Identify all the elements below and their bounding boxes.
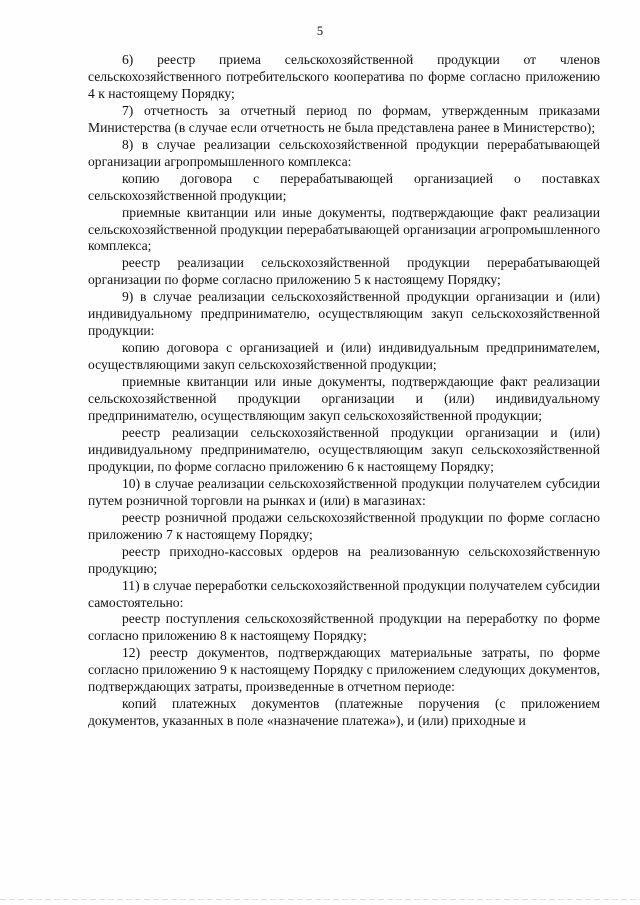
paragraph-item-11: 11) в случае переработки сельскохозяйственной продукции получателем субсидии самостоятельно: <box>88 577 600 610</box>
paragraph-item-8-register: реестр реализации сельскохозяйственной продукции перерабатывающей организации по форме согласно приложению 5 к настоящему Порядку; <box>88 255 600 288</box>
paragraph-item-10-cash-orders: реестр приходно-кассовых ордеров на реализованную сельскохозяйственную продукцию; <box>88 543 600 576</box>
paragraph-item-10-retail-register: реестр розничной продажи сельскохозяйственной продукции по форме согласно приложению 7 к настоящему Порядку; <box>88 509 600 542</box>
paragraph-item-8-contract: копию договора с перерабатывающей организацией о поставках сельскохозяйственной продукции; <box>88 170 600 203</box>
paragraph-item-9-contract: копию договора с организацией и (или) индивидуальным предпринимателем, осуществляющими закуп сельскохозяйственной продукции; <box>88 340 600 373</box>
paragraph-item-12-payment-docs: копий платежных документов (платежные поручения (с приложением документов, указанных в поле «назначение платежа»), и (или) приходные и <box>88 696 600 729</box>
paragraph-item-11-register: реестр поступления сельскохозяйственной продукции на переработку по форме согласно приложению 8 к настоящему Порядку; <box>88 611 600 644</box>
paragraph-item-9-register: реестр реализации сельскохозяйственной продукции организации и (или) индивидуальному предпринимателю, осуществляющим закуп сельскохозяйственной продукции, по форме согласно приложению 6 к настоящему Порядку; <box>88 424 600 474</box>
paragraph-item-6: 6) реестр приема сельскохозяйственной продукции от членов сельскохозяйственного потребительского кооператива по форме согласно приложению 4 к настоящему Порядку; <box>88 52 600 101</box>
paragraph-item-9-receipts: приемные квитанции или иные документы, подтверждающие факт реализации сельскохозяйственной продукции организации и (или) индивидуальному предпринимателю, осуществляющим закуп сельскохозяйственной продукции; <box>88 374 600 424</box>
paragraph-item-10: 10) в случае реализации сельскохозяйственной продукции получателем субсидии путем розничной торговли на рынках и (или) в магазинах: <box>88 475 600 508</box>
paragraph-item-9: 9) в случае реализации сельскохозяйственной продукции организации и (или) индивидуальному предпринимателю, осуществляющим закуп сельскохозяйственной продукции: <box>88 289 600 339</box>
paragraph-item-8: 8) в случае реализации сельскохозяйственной продукции перерабатывающей организации агропромышленного комплекса: <box>88 136 600 169</box>
document-body <box>88 52 600 730</box>
paragraph-item-12: 12) реестр документов, подтверждающих материальные затраты, по форме согласно приложению 9 к настоящему Порядку с приложением следующих документов, подтверждающих затраты, произведенные в отчетном периоде: <box>88 645 600 695</box>
scan-edge-rule <box>0 899 640 900</box>
page-number: 5 <box>316 24 324 38</box>
paragraph-item-7: 7) отчетность за отчетный период по формам, утвержденным приказами Министерства (в случае если отчетность не была представлена ранее в Министерство); <box>88 102 600 135</box>
paragraph-item-8-receipts: приемные квитанции или иные документы, подтверждающие факт реализации сельскохозяйственной продукции перерабатывающей организации агропромышленного комплекса; <box>88 204 600 254</box>
